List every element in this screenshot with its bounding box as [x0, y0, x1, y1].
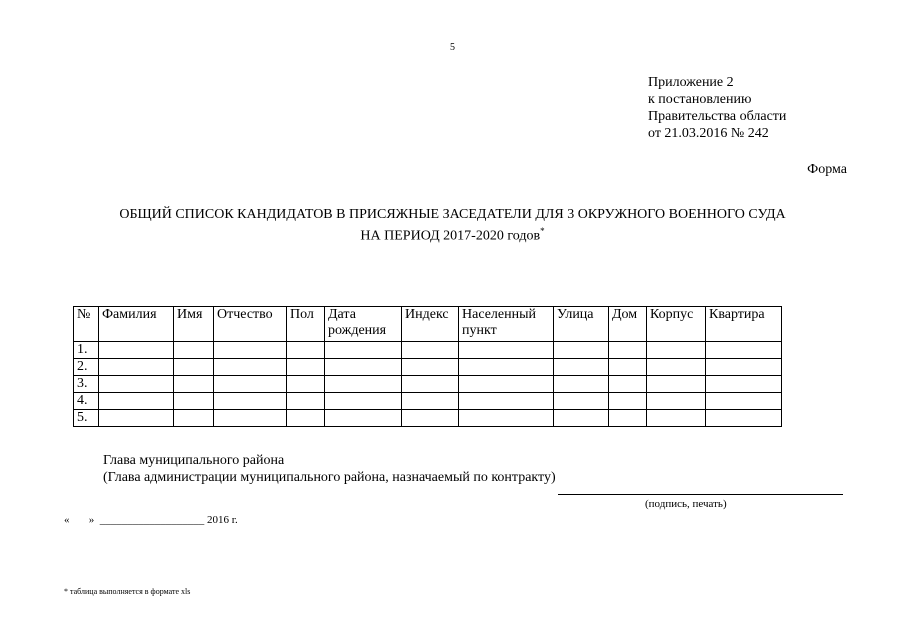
table-cell: [287, 342, 325, 359]
table-cell: [214, 359, 287, 376]
signature-line: [558, 494, 843, 495]
table-cell: [554, 359, 609, 376]
signer-subtitle: (Глава администрации муниципального района, назначаемый по контракту): [103, 470, 556, 485]
appendix-line: Приложение 2: [648, 75, 734, 90]
table-cell: [402, 342, 459, 359]
signature-caption: (подпись, печать): [645, 498, 727, 510]
col-header-street: Улица: [554, 307, 609, 342]
table-cell: [99, 342, 174, 359]
title-line-2-text: НА ПЕРИОД 2017-2020 годов: [360, 228, 541, 244]
table-header-row: [74, 307, 782, 342]
table-cell: [706, 410, 782, 427]
table-cell: [325, 393, 402, 410]
row-number-cell: 2.: [74, 359, 99, 376]
table-cell: [459, 410, 554, 427]
candidates-table: [73, 306, 782, 427]
table-cell: [647, 359, 706, 376]
table-cell: [609, 359, 647, 376]
table-cell: [647, 376, 706, 393]
table-row: [74, 376, 782, 393]
table-cell: [459, 376, 554, 393]
table-cell: [609, 342, 647, 359]
table-cell: [287, 359, 325, 376]
footnote: * таблица выполняется в формате xls: [64, 587, 191, 596]
table-cell: [554, 410, 609, 427]
col-header-surname: Фамилия: [99, 307, 174, 342]
table-cell: [99, 393, 174, 410]
table-row: [74, 410, 782, 427]
table-cell: [554, 393, 609, 410]
table-cell: [609, 376, 647, 393]
table-row: [74, 393, 782, 410]
table-cell: [287, 393, 325, 410]
table-cell: [609, 393, 647, 410]
table-cell: [325, 342, 402, 359]
table-cell: [459, 342, 554, 359]
table-cell: [99, 410, 174, 427]
col-header-number: №: [74, 307, 99, 342]
col-header-patronymic: Отчество: [214, 307, 287, 342]
table-cell: [647, 393, 706, 410]
table-cell: [99, 376, 174, 393]
table-cell: [706, 359, 782, 376]
table-cell: [174, 376, 214, 393]
col-header-building: Корпус: [647, 307, 706, 342]
table-cell: [459, 393, 554, 410]
table-cell: [214, 393, 287, 410]
signer-block: [103, 452, 556, 486]
table-row: [74, 342, 782, 359]
table-cell: [706, 393, 782, 410]
table-cell: [609, 410, 647, 427]
col-header-name: Имя: [174, 307, 214, 342]
table-body: [74, 342, 782, 427]
table-cell: [214, 342, 287, 359]
table-cell: [647, 342, 706, 359]
appendix-block: [648, 74, 786, 142]
row-number-cell: 1.: [74, 342, 99, 359]
col-header-settlement: Населенный пункт: [459, 307, 554, 342]
table-cell: [647, 410, 706, 427]
table-cell: [287, 410, 325, 427]
col-header-index: Индекс: [402, 307, 459, 342]
table-cell: [287, 376, 325, 393]
appendix-line: к постановлению: [648, 92, 752, 107]
table-cell: [214, 410, 287, 427]
table-cell: [402, 376, 459, 393]
table-cell: [99, 359, 174, 376]
table-cell: [554, 342, 609, 359]
row-number-cell: 5.: [74, 410, 99, 427]
form-label: Форма: [807, 162, 847, 177]
table-cell: [459, 359, 554, 376]
table-cell: [325, 410, 402, 427]
table-cell: [402, 359, 459, 376]
table-cell: [706, 376, 782, 393]
table-cell: [174, 393, 214, 410]
table-cell: [402, 393, 459, 410]
table-row: [74, 359, 782, 376]
col-header-house: Дом: [609, 307, 647, 342]
col-header-apartment: Квартира: [706, 307, 782, 342]
title-line-2: [0, 223, 905, 245]
row-number-cell: 4.: [74, 393, 99, 410]
table-cell: [214, 376, 287, 393]
col-header-birth-date: Дата рождения: [325, 307, 402, 342]
signer-title: Глава муниципального района: [103, 453, 285, 468]
table-cell: [402, 410, 459, 427]
table-cell: [325, 359, 402, 376]
table-cell: [174, 410, 214, 427]
appendix-line: Правительства области: [648, 109, 787, 124]
table-cell: [554, 376, 609, 393]
title-footnote-mark: *: [540, 226, 545, 236]
page-number: 5: [450, 42, 455, 53]
appendix-line: от 21.03.2016 № 242: [648, 126, 769, 141]
title-line-1: ОБЩИЙ СПИСОК КАНДИДАТОВ В ПРИСЯЖНЫЕ ЗАСЕДАТЕЛИ ДЛЯ 3 ОКРУЖНОГО ВОЕННОГО СУДА: [119, 207, 786, 222]
row-number-cell: 3.: [74, 376, 99, 393]
col-header-sex: Пол: [287, 307, 325, 342]
table-cell: [706, 342, 782, 359]
date-line: « » ___________________ 2016 г.: [64, 514, 238, 526]
table-cell: [174, 342, 214, 359]
table-cell: [325, 376, 402, 393]
document-title: [0, 206, 905, 245]
table-cell: [174, 359, 214, 376]
